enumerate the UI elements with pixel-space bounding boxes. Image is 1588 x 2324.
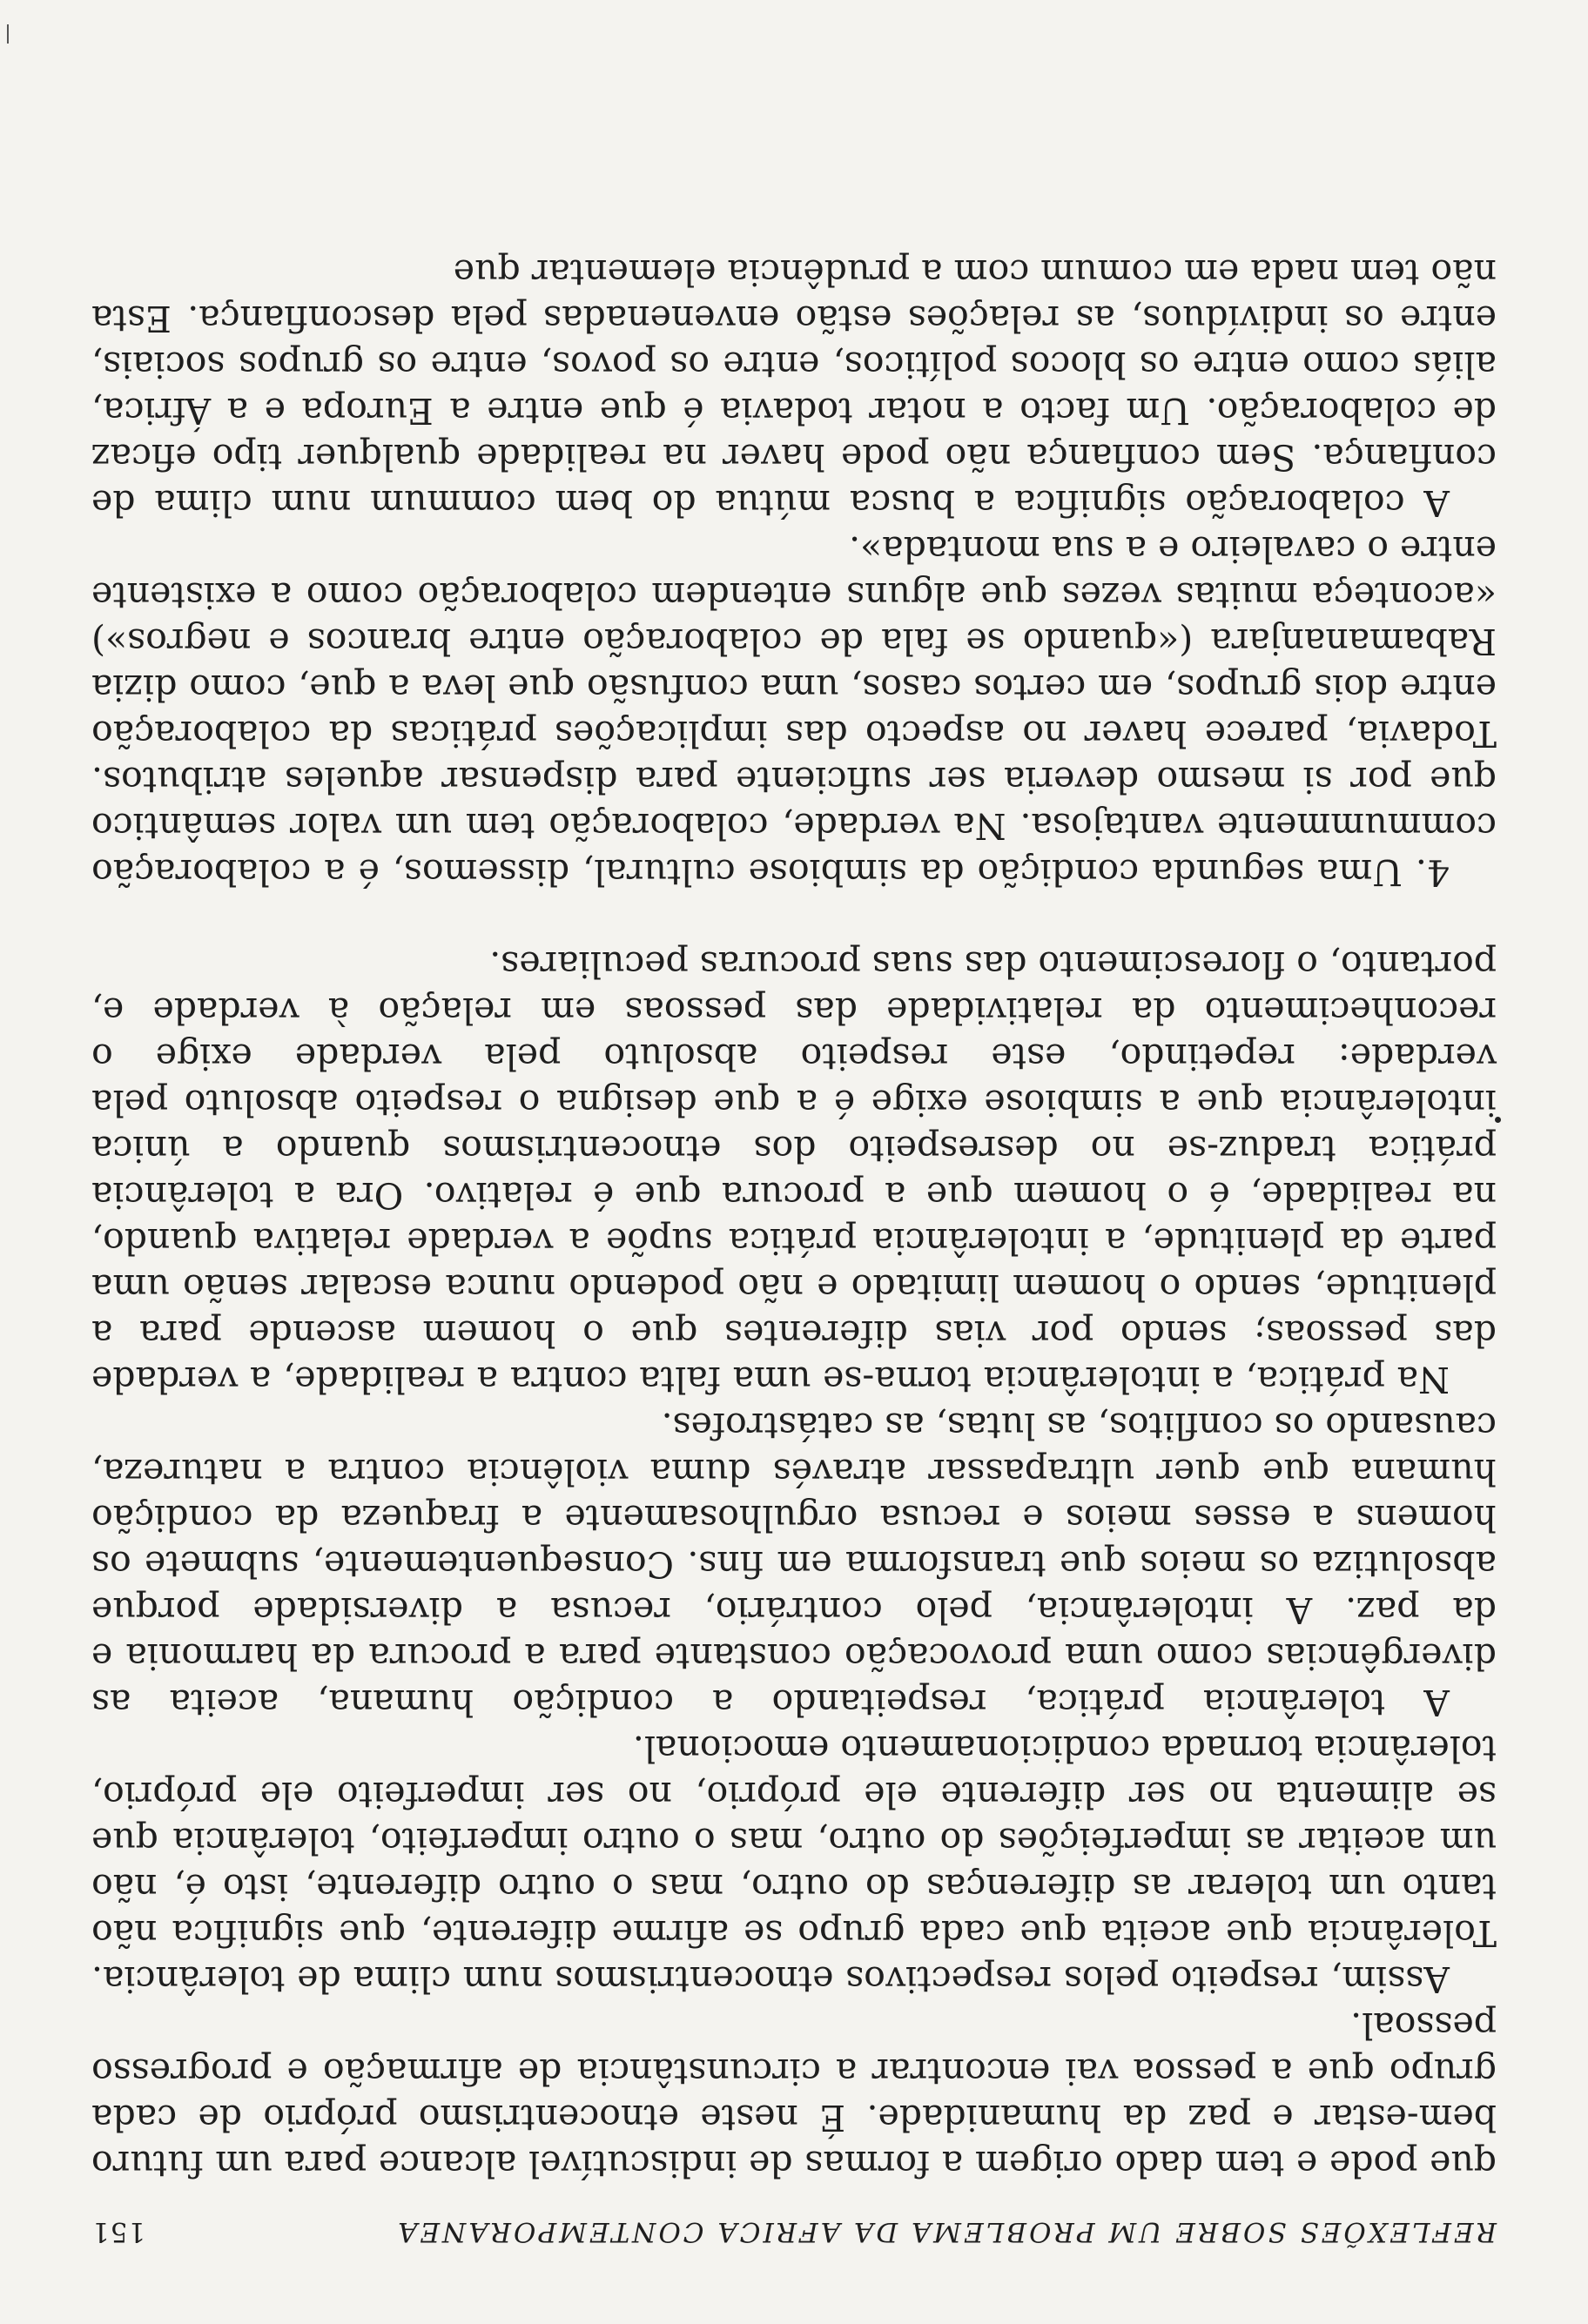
scan-edge-mark [7,24,9,44]
paragraph-intolerance: Na prática, a intolerância torna-se uma falta contra a realidade, a verdade das pessoas; sendo por vias diferentes que o homem ascende para a plenitude, sendo o homem limitado e não podendo nunca escalar senão uma parte da plenitude, a intolerância prática supõe a verdade relativa quando, na realidade, é o homem que a procura que é relativo. Ora a tolerância prática traduz-se no desrespeito dos etnocentrismos quando a única intolerância que a simbiose exige é a que designa o respeito absoluto pela verdade: repetindo, este respeito absoluto pela verdade exige o reconhecimento da relatividade das pessoas em relação à verdade e, portanto, o florescimento das suas procuras peculiares. [91,944,1497,1400]
paragraph-practical-tolerance: A tolerância prática, respeitando a condição humana, aceita as divergências como uma provocação constante para a procura da harmonia e da paz. A intolerância, pelo contrário, recusa a diversidade porque absolutiza os meios que transforma em fins. Consequentemente, submete os homens a esses meios e recusa orgulhosamente a fraqueza da condição humana que quer ultrapassar através duma violência contra a natureza, causando os conflitos, as lutas, as catástrofes. [91,1405,1497,1723]
running-title: REFLEXÕES SOBRE UM PROBLEMA DA AFRICA CONTEMPORANEA [395,2216,1497,2247]
paragraph-continuation: que pode e tem dado origem a formas de indiscutível alcance para um futuro bem-estar e paz da humanidade. É neste etnocentrismo próprio de cada grupo que a pessoa vai encontrar a circunstância de afirmação e progresso pessoal. [91,2005,1497,2185]
paragraph-collaboration: A colaboração significa a busca mútua do bem commum num clima de confiança. Sem confiança não pode haver na realidade qualquer tipo eficaz de colaboração. Um facto a notar todavia é que entre a Europa e a África, aliás como entre os blocos políticos, entre os povos, entre os grupos sociais, entre os indivíduos, as relações estão envenenadas pela desconfiança. Esta não tem nada em comum com a prudência elementar que [91,252,1497,524]
running-header [91,2186,1497,2247]
paragraph-tolerance: Assim, respeito pelos respectivos etnocentrismos num clima de tolerância. Tolerância que aceita que cada grupo se afirme diferente, que significa não tanto um tolerar as diferenças do outro, mas o outro diferente, isto é, não um aceitar as imperfeições do outro, mas o outro imperfeito, tolerância que se alimenta no ser diferente ele próprio, no ser imperfeito ele próprio, tolerância tornada condicionamento emocional. [91,1728,1497,2000]
text-block [91,249,1497,2247]
page-number: 151 [91,2216,146,2247]
paragraph-section-4: 4. Uma segunda condição da simbiose cultural, dissemos, é a colaboração commummente vantajosa. Na verdade, colaboração tem um valor semântico que por si mesmo deveria ser suficiente para dispensar aqueles atributos. Todavia, parece haver no aspecto das implicações práticas da colaboração entre dois grupos, em certos casos, uma confusão que leva a que, como dizia Rabamananjara («quando se fala de colaboração entre brancos e negros») «aconteça muitas vezes que alguns entendem colaboração como a existente entre o cavaleiro e a sua montada». [91,528,1497,893]
